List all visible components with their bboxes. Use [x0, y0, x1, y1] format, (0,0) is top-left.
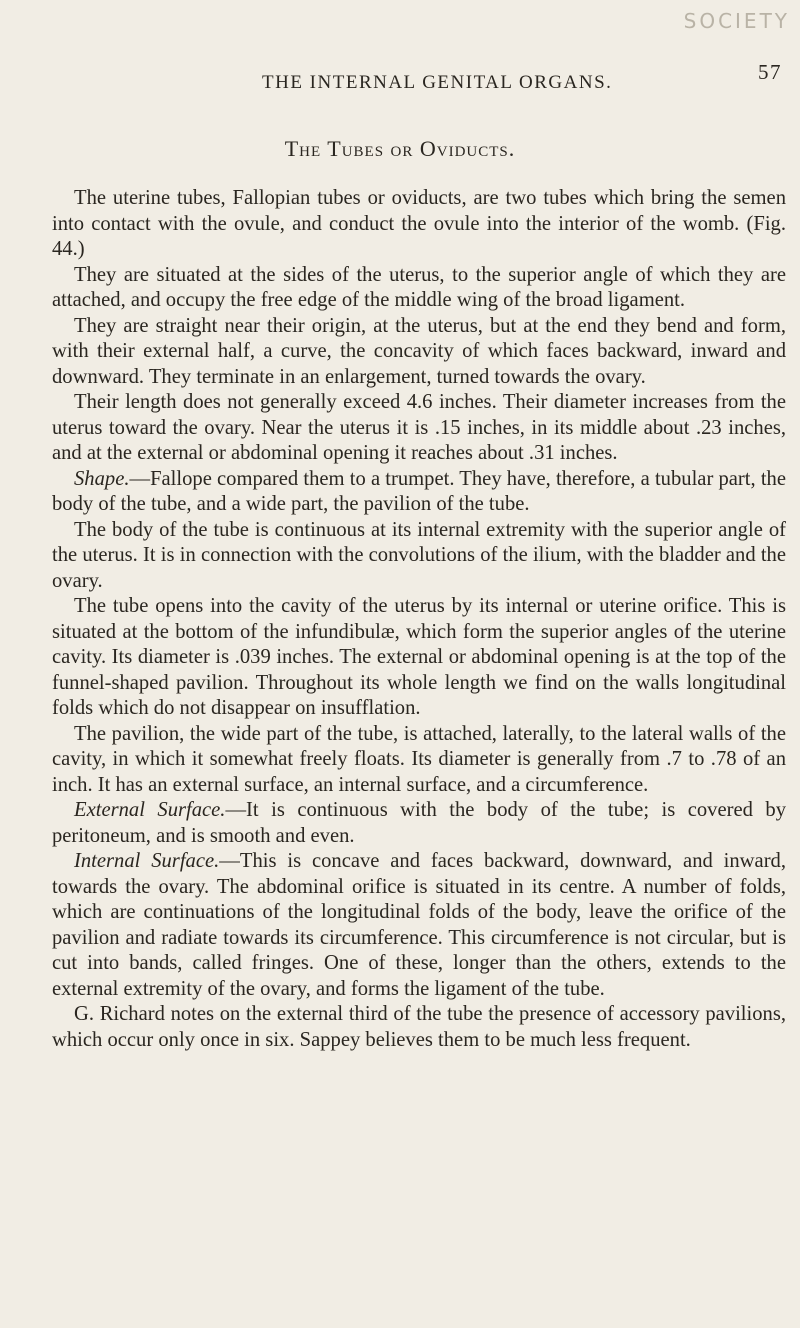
- page-number: 57: [758, 60, 782, 84]
- paragraph-lead: External Surface.: [74, 799, 226, 821]
- body-text: [52, 186, 786, 1053]
- paragraph: Their length does not generally exceed 4.6 inches. Their diameter increases from the uterus toward the ovary. Near the uterus it is .15 inches, in its middle about .23 inches, and at the external or abdominal opening it reaches about .31 inches.: [52, 391, 786, 464]
- paragraph: The uterine tubes, Fallopian tubes or oviducts, are two tubes which bring the semen into contact with the ovule, and conduct the ovule into the interior of the womb. (Fig. 44.): [52, 187, 786, 260]
- paragraph: They are straight near their origin, at the uterus, but at the end they bend and form, with their external half, a curve, the concavity of which faces backward, inward and downward. They terminate in an enlargement, turned towards the ovary.: [52, 314, 786, 388]
- paragraph: They are situated at the sides of the uterus, to the superior angle of which they are attached, and occupy the free edge of the middle wing of the broad ligament.: [52, 263, 786, 311]
- running-head-title: THE INTERNAL GENITAL ORGANS.: [262, 72, 613, 93]
- paragraph: Shape.—Fallope compared them to a trumpet. They have, therefore, a tubular part, the body of the tube, and a wide part, the pavilion of the tube.: [52, 467, 786, 515]
- paragraph: The pavilion, the wide part of the tube, is attached, laterally, to the lateral walls of the cavity, in which it somewhat freely floats. Its diameter is generally from .7 to .78 of an inch. It has an external surface, an internal surface, and a circumference.: [52, 722, 786, 796]
- paragraph: G. Richard notes on the external third of the tube the presence of accessory pavilions, which occur only once in six. Sappey believes them to be much less frequent.: [52, 1003, 786, 1051]
- section-title: The Tubes or Oviducts.: [284, 136, 516, 161]
- running-head: [262, 60, 782, 94]
- paragraph: The tube opens into the cavity of the uterus by its internal or uterine orifice. This is situated at the bottom of the infundibulæ, which form the superior angles of the uterine cavity. Its diameter is .039 inches. The external or abdominal opening is at the top of the funnel-shaped pavilion. Throughout its whole length we find on the walls longitudinal folds which do not disappear on insufflation.: [52, 595, 786, 719]
- paragraph: External Surface.—It is continuous with the body of the tube; is covered by peritoneum, and is smooth and even.: [52, 799, 786, 847]
- library-stamp: SOCIETY: [683, 9, 790, 33]
- paragraph-lead: Internal Surface.: [74, 850, 220, 872]
- paragraph-lead: Shape.: [74, 467, 130, 490]
- paragraph: Internal Surface.—This is concave and faces backward, downward, and inward, towards the ovary. The abdominal orifice is situated in its centre. A number of folds, which are continuations of the longitudinal folds of the body, leave the orifice of the pavilion and radiate towards its circumference. This circumference is not circular, but is cut into bands, called fringes. One of these, longer than the others, extends to the external extremity of the ovary, and forms the ligament of the tube.: [52, 850, 786, 1000]
- paragraph: The body of the tube is continuous at its internal extremity with the superior angle of the uterus. It is in connection with the convolutions of the ilium, with the bladder and the ovary.: [52, 518, 786, 592]
